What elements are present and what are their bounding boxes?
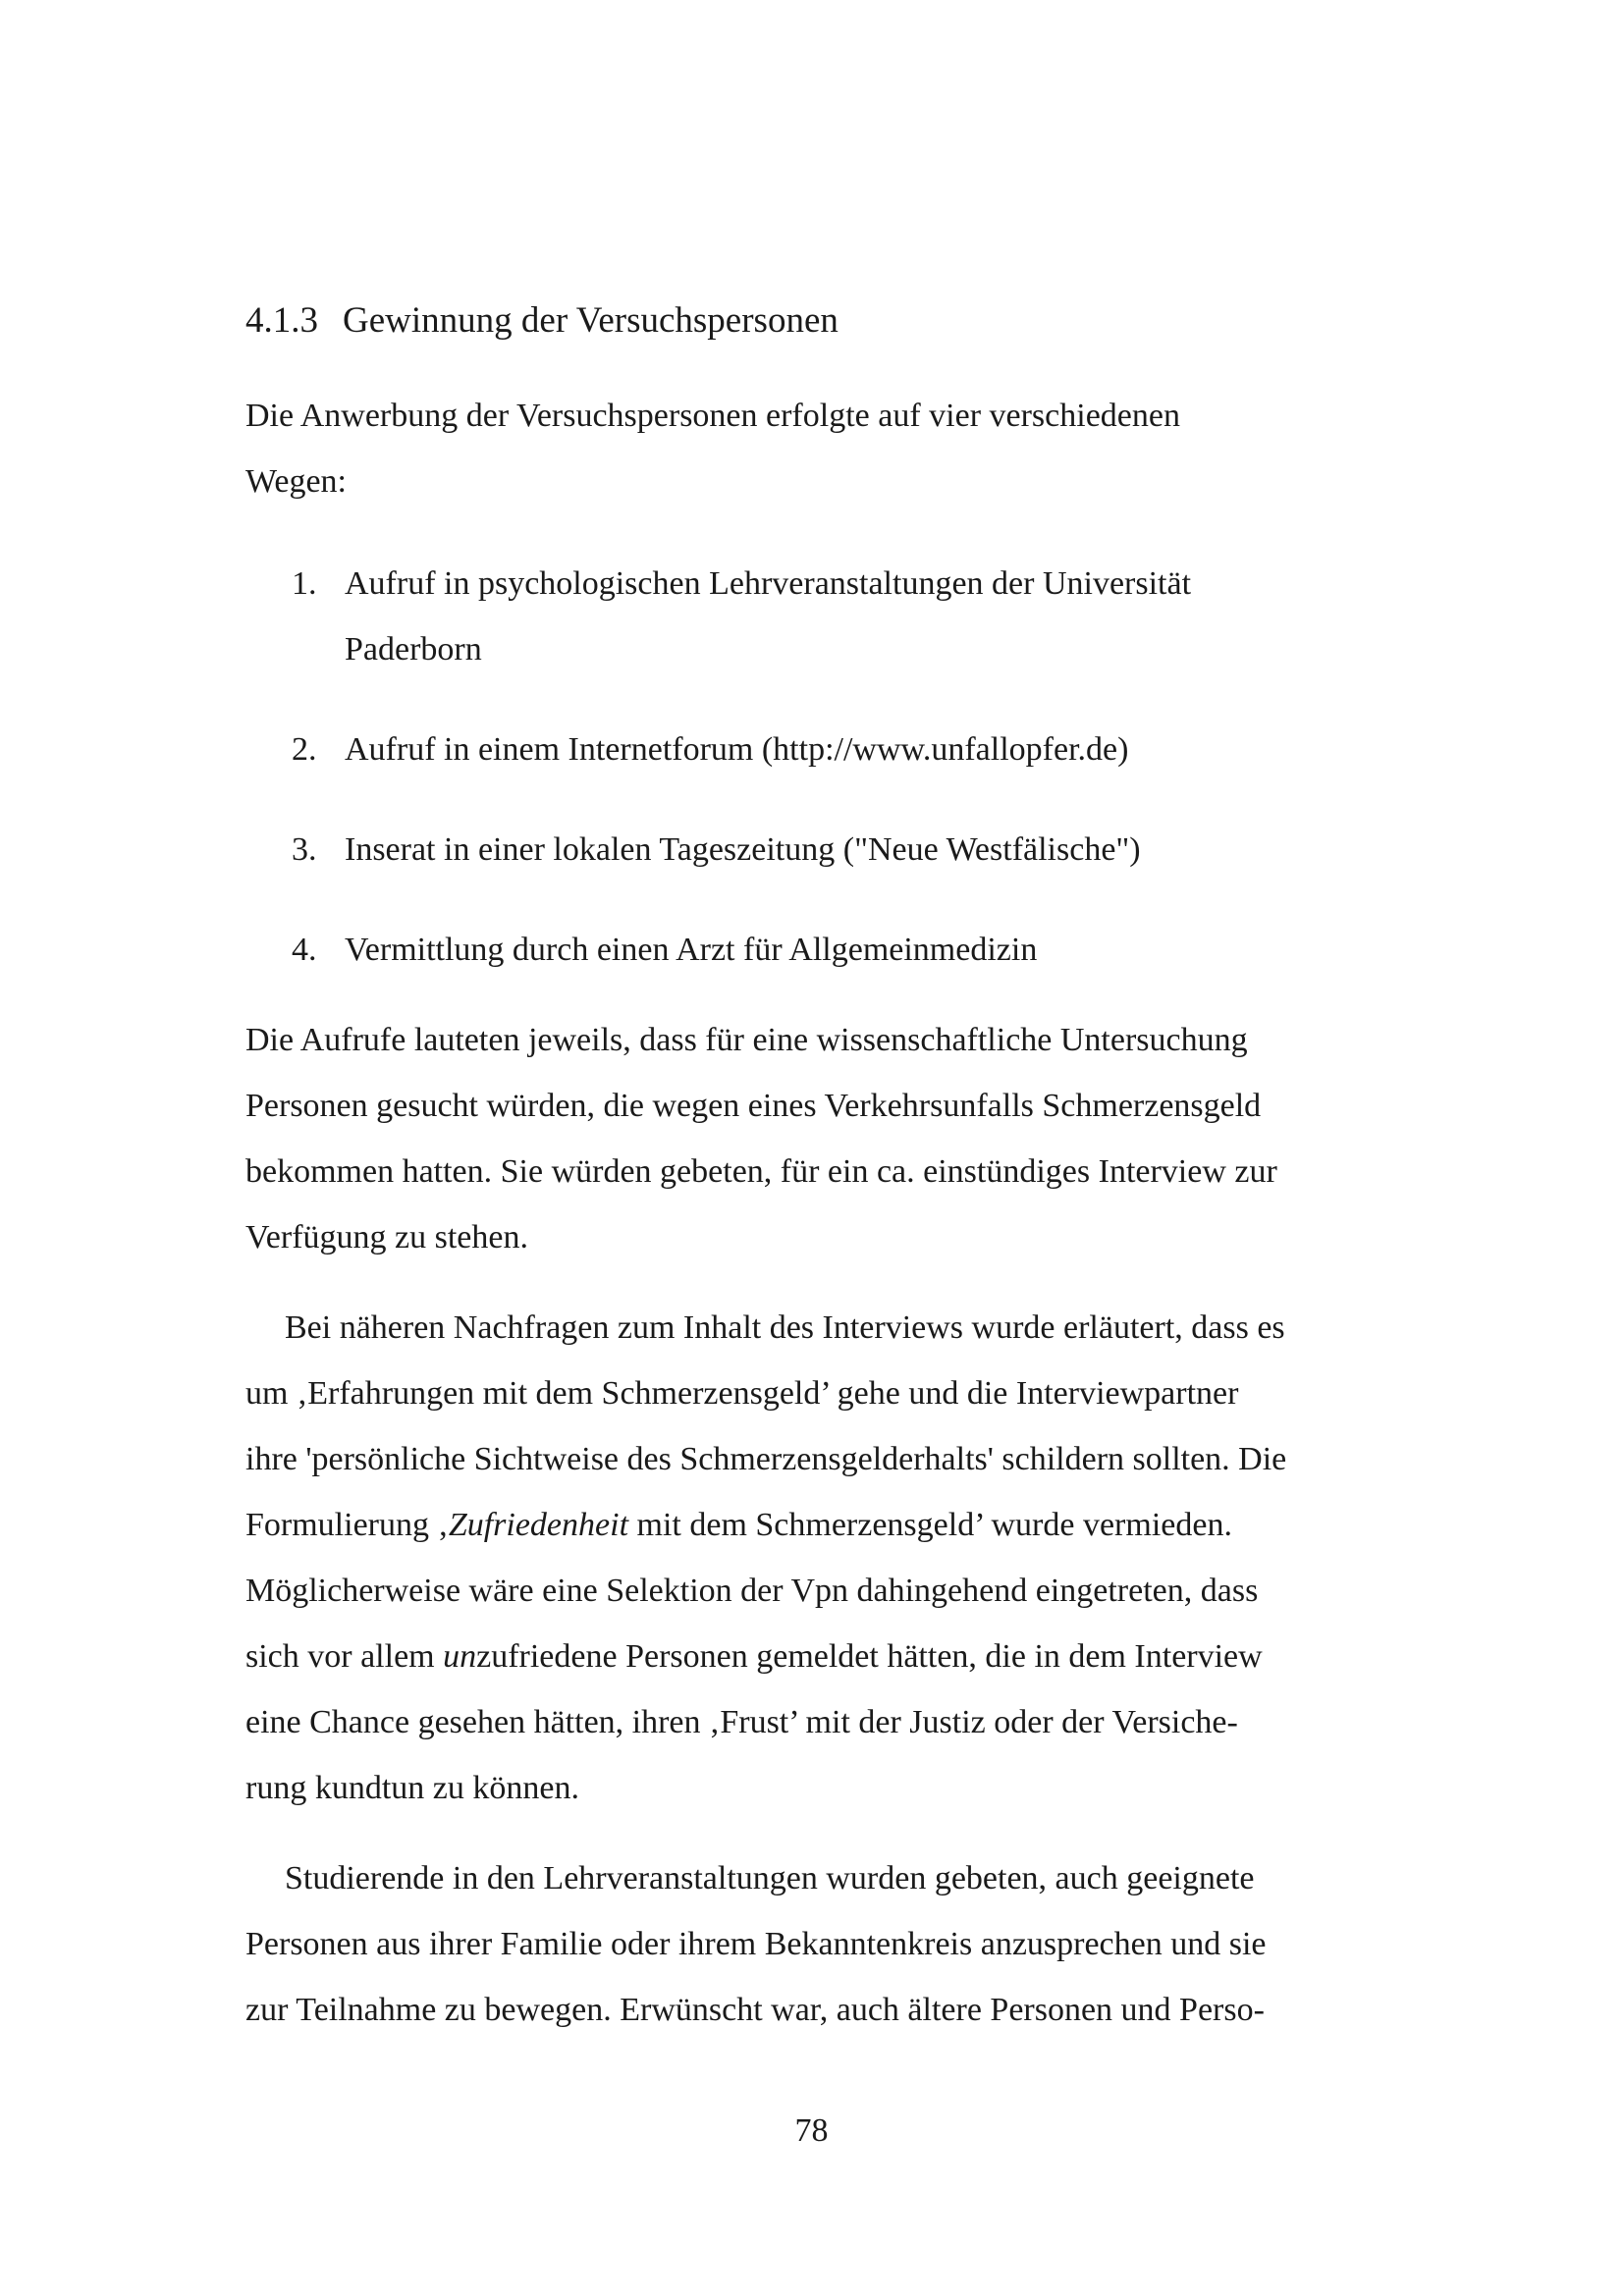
list-item-text: Vermittlung durch einen Arzt für Allgemeinmedizin	[345, 932, 1038, 968]
paragraph-line: zur Teilnahme zu bewegen. Erwünscht war, auch ältere Personen und Perso-	[245, 1992, 1265, 2028]
list-item-text: Inserat in einer lokalen Tageszeitung ("Neue Westfälische")	[345, 831, 1141, 868]
paragraph-line: Verfügung zu stehen.	[245, 1219, 528, 1255]
text-run: zufriedene Personen gemeldet hätten, die in dem Interview	[476, 1638, 1263, 1675]
section-title: Gewinnung der Versuchspersonen	[343, 300, 839, 341]
paragraph-line	[245, 1506, 1232, 1545]
list-item-text: Aufruf in einem Internetforum (http://www.unfallopfer.de)	[345, 731, 1129, 768]
paragraph-line: Personen aus ihrer Familie oder ihrem Bekanntenkreis anzusprechen und sie	[245, 1926, 1267, 1962]
section-number: 4.1.3	[245, 300, 318, 341]
paragraph-line: rung kundtun zu können.	[245, 1770, 579, 1806]
text-run: Formulierung ‚	[245, 1507, 449, 1543]
paragraph-line: Personen gesucht würden, die wegen eines Verkehrsunfalls Schmerzensgeld	[245, 1088, 1262, 1124]
paragraph-line: Studierende in den Lehrveranstaltungen wurden gebeten, auch geeignete	[285, 1860, 1255, 1896]
paragraph-line: Die Aufrufe lauteten jeweils, dass für eine wissenschaftliche Untersuchung	[245, 1022, 1248, 1058]
list-item-number: 1.	[292, 565, 317, 602]
paragraph-line	[245, 1637, 1263, 1677]
paragraph-line: um ‚Erfahrungen mit dem Schmerzensgeld’ gehe und die Interviewpartner	[245, 1375, 1239, 1412]
list-item-number: 2.	[292, 731, 317, 768]
section-heading	[245, 301, 839, 341]
list-item-text: Paderborn	[345, 631, 482, 667]
list-item-number: 3.	[292, 831, 317, 868]
paragraph-line: eine Chance gesehen hätten, ihren ‚Frust’ mit der Justiz oder der Versiche-	[245, 1704, 1238, 1740]
list-item-text: Aufruf in psychologischen Lehrveranstaltungen der Universität	[345, 565, 1192, 602]
intro-line: Wegen:	[245, 463, 347, 500]
list-item-number: 4.	[292, 932, 317, 968]
paragraph-line: Bei näheren Nachfragen zum Inhalt des Interviews wurde erläutert, dass es	[285, 1309, 1285, 1346]
emphasis-text: Zufriedenheit	[448, 1507, 629, 1543]
intro-line: Die Anwerbung der Versuchspersonen erfolgte auf vier verschiedenen	[245, 398, 1180, 434]
page-number: 78	[794, 2112, 829, 2149]
text-run: mit dem Schmerzensgeld’ wurde vermieden.	[628, 1507, 1232, 1543]
paragraph-line: bekommen hatten. Sie würden gebeten, für ein ca. einstündiges Interview zur	[245, 1153, 1277, 1190]
emphasis-text: un	[443, 1638, 477, 1675]
paragraph-line: Möglicherweise wäre eine Selektion der Vpn dahingehend eingetreten, dass	[245, 1573, 1259, 1609]
paragraph-line: ihre 'persönliche Sichtweise des Schmerzensgelderhalts' schildern sollten. Die	[245, 1441, 1287, 1477]
text-run: sich vor allem	[245, 1638, 444, 1675]
